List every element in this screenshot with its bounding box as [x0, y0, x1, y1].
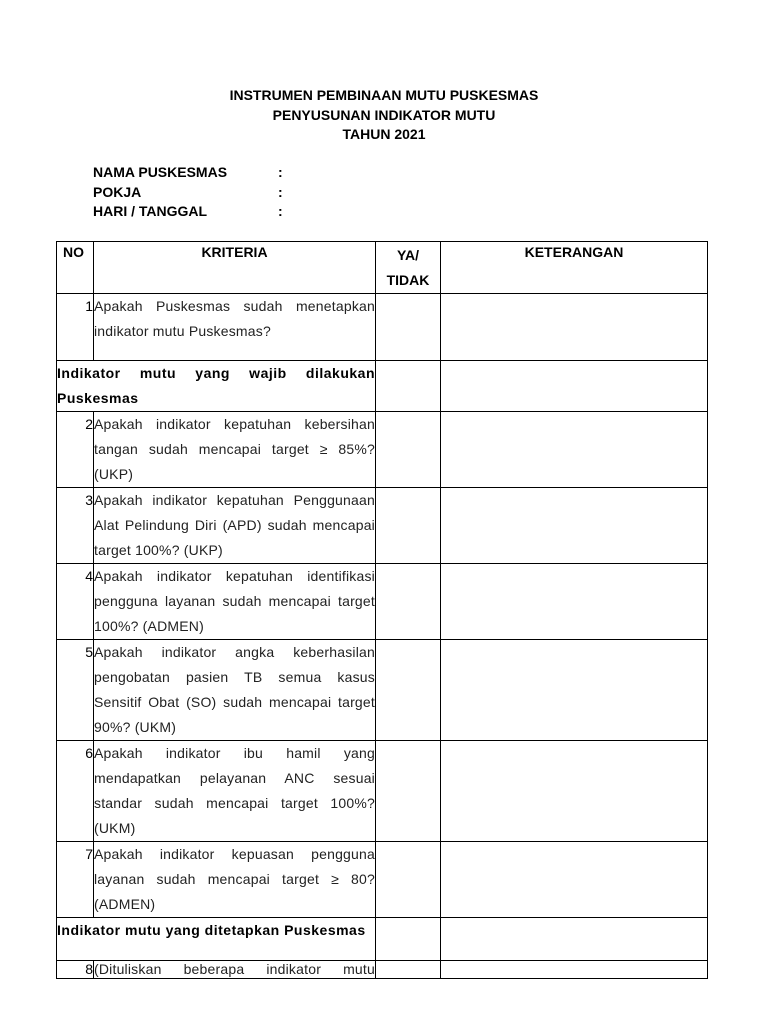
row-criterion: Apakah indikator kepatuhan identifikasi pengguna layanan sudah mencapai target 100%? (ADMEN) [94, 564, 376, 640]
ya-tidak-cell[interactable] [376, 640, 441, 741]
section-heading: Indikator mutu yang ditetapkan Puskesmas [57, 918, 376, 961]
row-criterion: Apakah indikator kepatuhan kebersihan tangan sudah mencapai target ≥ 85%? (UKP) [94, 412, 376, 488]
header-keterangan: KETERANGAN [441, 242, 708, 294]
row-number: 8 [57, 961, 94, 979]
row-criterion: Apakah indikator angka keberhasilan pengobatan pasien TB semua kasus Sensitif Obat (SO) sudah mencapai target 90%? (UKM) [94, 640, 376, 741]
keterangan-cell[interactable] [441, 294, 708, 361]
header-kriteria: KRITERIA [94, 242, 376, 294]
header-ya-tidak: YA/ TIDAK [376, 242, 441, 294]
keterangan-cell[interactable] [441, 412, 708, 488]
meta-label: HARI / TANGGAL [93, 203, 208, 219]
table-row [57, 640, 708, 741]
meta-row-nama [93, 163, 393, 183]
section-row [57, 361, 708, 412]
section-row [57, 918, 708, 961]
meta-label: NAMA PUSKESMAS [93, 164, 228, 180]
table-row [57, 741, 708, 842]
keterangan-cell[interactable] [441, 842, 708, 918]
title-line-1: INSTRUMEN PEMBINAAN MUTU PUSKESMAS [229, 87, 539, 103]
row-number: 7 [57, 842, 94, 918]
ya-tidak-cell[interactable] [376, 412, 441, 488]
keterangan-cell[interactable] [441, 741, 708, 842]
criteria-table [56, 241, 708, 979]
row-criterion: Apakah indikator kepatuhan Penggunaan Alat Pelindung Diri (APD) sudah mencapai target 100%? (UKP) [94, 488, 376, 564]
meta-colon: : [278, 164, 283, 180]
document-title [0, 86, 768, 145]
table-row [57, 961, 708, 979]
table-row [57, 488, 708, 564]
row-criterion: Apakah Puskesmas sudah menetapkan indikator mutu Puskesmas? [94, 294, 376, 361]
meta-row-tanggal [93, 202, 393, 222]
title-line-2: PENYUSUNAN INDIKATOR MUTU [272, 106, 496, 123]
row-number: 6 [57, 741, 94, 842]
ya-tidak-cell[interactable] [376, 961, 441, 979]
table-row [57, 564, 708, 640]
table-header-row [57, 242, 708, 294]
keterangan-cell[interactable] [441, 918, 708, 961]
keterangan-cell[interactable] [441, 564, 708, 640]
row-number: 2 [57, 412, 94, 488]
meta-row-pokja [93, 183, 393, 203]
ya-tidak-cell[interactable] [376, 741, 441, 842]
row-criterion: Apakah indikator ibu hamil yang mendapatkan pelayanan ANC sesuai standar sudah mencapai target 100%? (UKM) [94, 741, 376, 842]
ya-tidak-cell[interactable] [376, 361, 441, 412]
ya-tidak-cell[interactable] [376, 842, 441, 918]
ya-tidak-cell[interactable] [376, 564, 441, 640]
table-row [57, 294, 708, 361]
row-number: 4 [57, 564, 94, 640]
ya-tidak-cell[interactable] [376, 488, 441, 564]
table-row [57, 842, 708, 918]
row-number: 5 [57, 640, 94, 741]
row-criterion: Apakah indikator kepuasan pengguna layanan sudah mencapai target ≥ 80? (ADMEN) [94, 842, 376, 918]
keterangan-cell[interactable] [441, 640, 708, 741]
row-number: 3 [57, 488, 94, 564]
meta-colon: : [278, 203, 283, 219]
keterangan-cell[interactable] [441, 961, 708, 979]
section-heading: Indikator mutu yang wajib dilakukan Puskesmas [57, 361, 376, 412]
keterangan-cell[interactable] [441, 488, 708, 564]
keterangan-cell[interactable] [441, 361, 708, 412]
meta-label: POKJA [93, 183, 142, 200]
row-number: 1 [57, 294, 94, 361]
header-no: NO [57, 242, 94, 294]
ya-tidak-cell[interactable] [376, 294, 441, 361]
table-row [57, 412, 708, 488]
ya-tidak-cell[interactable] [376, 918, 441, 961]
meta-colon: : [278, 183, 283, 200]
identity-fields [93, 163, 393, 222]
row-criterion: (Dituliskan beberapa indikator mutu [94, 961, 375, 977]
title-line-3: TAHUN 2021 [342, 126, 426, 142]
